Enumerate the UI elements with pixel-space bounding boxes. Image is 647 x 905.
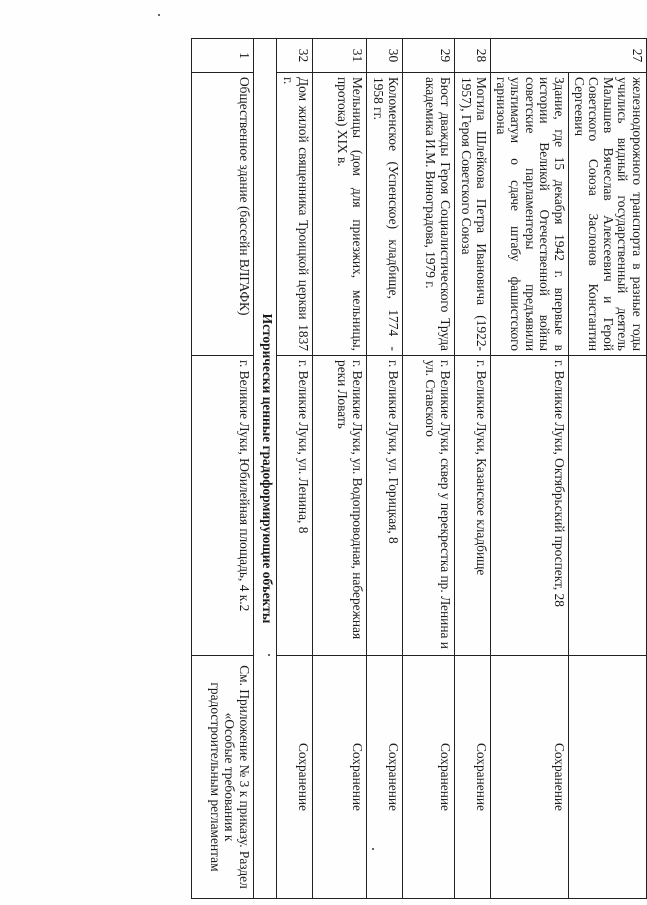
scan-speck <box>158 14 160 16</box>
section-row <box>254 39 277 899</box>
monuments-table <box>191 38 647 899</box>
table-row <box>455 39 491 899</box>
row-number: 27 <box>491 39 647 73</box>
object-address <box>569 356 647 656</box>
object-name: Дом жилой священника Троицкой церкви 1837 г. <box>277 73 313 356</box>
section-title: Исторически ценные градоформирующие объекты <box>254 39 277 899</box>
object-status: Сохранение <box>491 656 569 899</box>
object-address: г. Великие Луки, сквер у перекрестка пр. Ленина и ул. Ставского <box>403 356 455 656</box>
object-address: г. Великие Луки, Казанское кладбище <box>455 356 491 656</box>
row-number: 31 <box>313 39 367 73</box>
object-status: Сохранение <box>313 656 367 899</box>
object-address: г. Великие Луки, ул. Горицкая, 8 <box>367 356 403 656</box>
object-status: Сохранение <box>277 656 313 899</box>
table-row <box>192 39 254 899</box>
object-address: г. Великие Луки, Юбилейная площадь, 4 к.2 <box>192 356 254 656</box>
object-address: г. Великие Луки, ул. Ленина, 8 <box>277 356 313 656</box>
object-status: Сохранение <box>403 656 455 899</box>
table-row <box>569 39 647 899</box>
table-row <box>367 39 403 899</box>
table-row <box>313 39 367 899</box>
object-name: железнодорожного транспорта в разные годы учились видный государственный деятель Малышев Вячеслав Алексеевич и Герой Советского Союза Заслонов Константин Сергеевич <box>569 73 647 356</box>
row-number: 28 <box>455 39 491 73</box>
row-number: 32 <box>277 39 313 73</box>
object-name: Бюст дважды Героя Социалистического Труда академика И.М. Виноградова, 1979 г. <box>403 73 455 356</box>
row-number: 29 <box>403 39 455 73</box>
row-number: 30 <box>367 39 403 73</box>
object-name: Общественное здание (бассейн ВЛГАФК) <box>192 73 254 356</box>
object-name: Мельницы (дом для приезжих, мельницы, протока) XIX в. <box>313 73 367 356</box>
object-address: г. Великие Луки, Октябрьский проспект, 28 <box>491 356 569 656</box>
table-row <box>277 39 313 899</box>
object-address: г. Великие Луки, ул. Водопроводная, набережная реки Ловать <box>313 356 367 656</box>
object-status: Сохранение <box>455 656 491 899</box>
object-status: Сохранение <box>367 656 403 899</box>
row-number: 1 <box>192 39 254 73</box>
object-status <box>569 656 647 899</box>
object-name: Могила Шлейкова Петра Ивановича (1922-1957), Героя Советского Союза <box>455 73 491 356</box>
table-row <box>403 39 455 899</box>
object-status: См. Приложение № 3 к приказу. Раздел «Особые требования к градостроительным регламентам <box>192 656 254 899</box>
object-name: Коломенское (Успенское) кладбище, 1774 - 1958 гг. <box>367 73 403 356</box>
object-name: Здание, где 15 декабря 1942 г. впервые в истории Великой Отечественной войны советские парламентеры предъявили ультиматум о сдаче штабу фашистского гарнизона <box>491 73 569 356</box>
table-row <box>491 39 569 899</box>
rotated-table-container <box>87 38 647 898</box>
